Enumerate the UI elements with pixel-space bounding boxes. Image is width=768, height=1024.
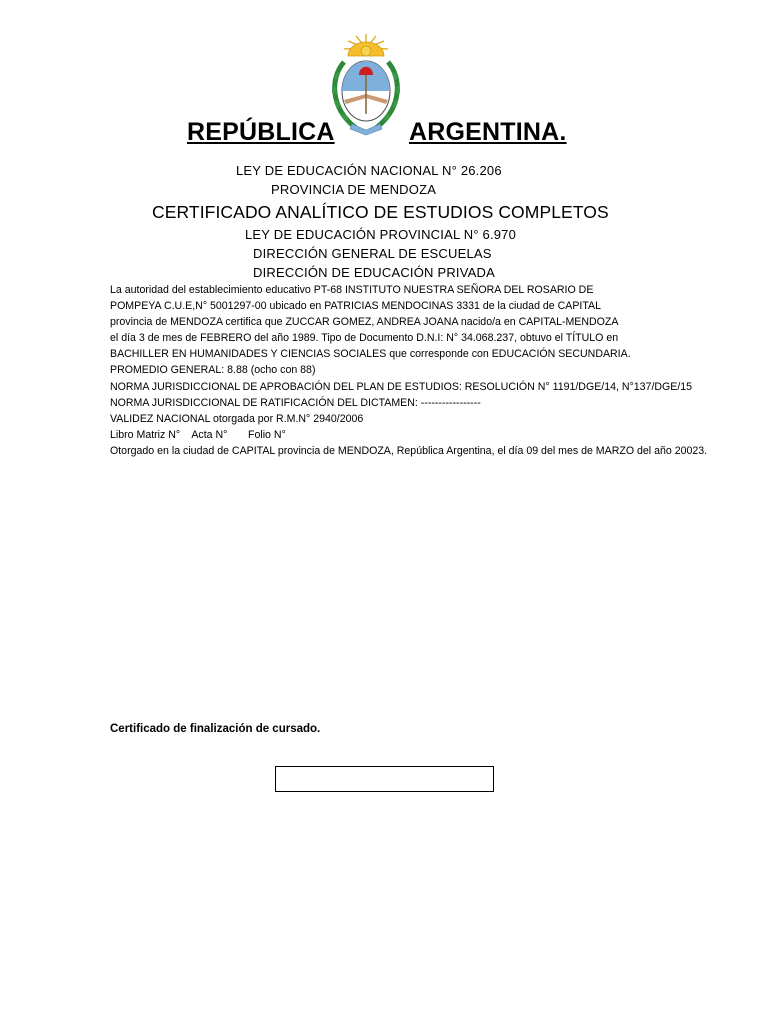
body-line: POMPEYA C.U.E,N° 5001297-00 ubicado en PATRICIAS MENDOCINAS 3331 de la ciudad de CAPITAL bbox=[110, 300, 601, 313]
finalizacion-note: Certificado de finalización de cursado. bbox=[110, 723, 321, 735]
promedio-line: PROMEDIO GENERAL: 8.88 (ocho con 88) bbox=[110, 364, 316, 377]
title-republica: REPÚBLICA bbox=[187, 118, 335, 146]
direccion-privada-heading: DIRECCIÓN DE EDUCACIÓN PRIVADA bbox=[253, 265, 495, 280]
coat-of-arms-emblem bbox=[326, 34, 406, 138]
provincia-heading: PROVINCIA DE MENDOZA bbox=[271, 182, 437, 197]
otorgado-line: Otorgado en la ciudad de CAPITAL provincia de MENDOZA, República Argentina, el día 09 del mes de MARZO del año 20023. bbox=[110, 444, 708, 457]
direccion-general-heading: DIRECCIÓN GENERAL DE ESCUELAS bbox=[253, 246, 492, 261]
certificate-title: CERTIFICADO ANALÍTICO DE ESTUDIOS COMPLETOS bbox=[152, 202, 609, 222]
title-argentina: ARGENTINA. bbox=[409, 118, 567, 146]
body-line: La autoridad del establecimiento educativo PT-68 INSTITUTO NUESTRA SEÑORA DEL ROSARIO DE bbox=[110, 284, 594, 296]
body-line: el día 3 de mes de FEBRERO del año 1989. Tipo de Documento D.N.I: N° 34.068.237, obtuvo el TÍTULO en bbox=[110, 332, 619, 345]
norma-ratificacion-line: NORMA JURISDICCIONAL DE RATIFICACIÓN DEL DICTAMEN: ----------------- bbox=[110, 396, 481, 409]
certificate-body bbox=[110, 282, 765, 459]
validez-nacional-line: VALIDEZ NACIONAL otorgada por R.M.N° 2940/2006 bbox=[110, 412, 364, 425]
libro-acta-folio-line: Libro Matriz N° Acta N° Folio N° bbox=[110, 428, 286, 441]
norma-aprobacion-line: NORMA JURISDICCIONAL DE APROBACIÓN DEL PLAN DE ESTUDIOS: RESOLUCIÓN N° 1191/DGE/14, N°137/DGE/15 bbox=[110, 380, 693, 393]
ley-nacional-heading: LEY DE EDUCACIÓN NACIONAL N° 26.206 bbox=[236, 163, 502, 178]
signature-box bbox=[275, 766, 494, 792]
body-line: provincia de MENDOZA certifica que ZUCCAR GOMEZ, ANDREA JOANA nacido/a en CAPITAL-MENDOZA bbox=[110, 316, 619, 329]
ley-provincial-heading: LEY DE EDUCACIÓN PROVINCIAL N° 6.970 bbox=[245, 227, 517, 242]
body-line: BACHILLER EN HUMANIDADES Y CIENCIAS SOCIALES que corresponde con EDUCACIÓN SECUNDARIA. bbox=[110, 348, 631, 361]
